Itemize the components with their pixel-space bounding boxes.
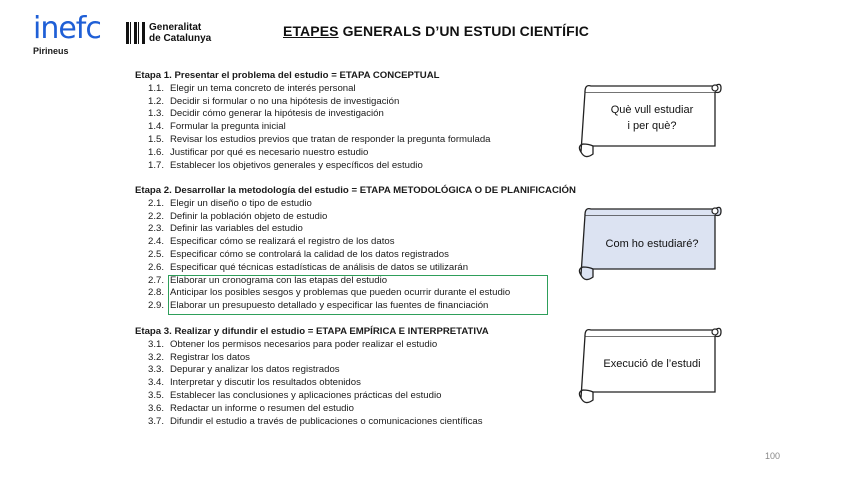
list-item: 3.4. Interpretar y discutir los resultados obtenidos xyxy=(148,377,361,389)
slide-title xyxy=(283,23,589,39)
list-item: 3.1. Obtener los permisos necesarios para poder realizar el estudio xyxy=(148,338,438,350)
scroll-callout-1 xyxy=(575,80,723,160)
list-item: 3.7. Difundir el estudio a través de publicaciones o comunicaciones científicas xyxy=(148,415,483,427)
stage-heading: Etapa 2. Desarrollar la metodología del estudio = ETAPA METODOLÓGICA O DE PLANIFICACIÓN xyxy=(135,185,576,196)
list-item: 1.7. Establecer los objetivos generales y específicos del estudio xyxy=(148,159,423,171)
stage-heading: Etapa 1. Presentar el problema del estudio = ETAPA CONCEPTUAL xyxy=(135,70,440,81)
list-item: 1.5. Revisar los estudios previos que tratan de responder la pregunta formulada xyxy=(148,133,491,145)
list-item: 2.6. Especificar qué técnicas estadísticas de análisis de datos se utilizarán xyxy=(148,261,469,273)
scroll-label: Execució de l’estudi xyxy=(603,358,701,370)
list-item: 1.6. Justificar por qué es necesario nuestro estudio xyxy=(148,146,369,158)
list-item: 2.1. Elegir un diseño o tipo de estudio xyxy=(148,197,312,209)
list-item: 1.4. Formular la pregunta inicial xyxy=(148,121,286,133)
stage-heading: Etapa 3. Realizar y difundir el estudio = ETAPA EMPÍRICA E INTERPRETATIVA xyxy=(135,326,489,337)
scroll-callout-3 xyxy=(575,324,723,406)
generalitat-logo-text: Generalitat de Catalunya xyxy=(149,22,212,44)
list-item: 1.3. Decidir cómo generar la hipótesis de investigación xyxy=(148,108,384,120)
generalitat-emblem-icon xyxy=(126,22,145,44)
list-item: 3.6. Redactar un informe o resumen del estudio xyxy=(148,402,354,414)
list-item: 1.2. Decidir si formular o no una hipótesis de investigación xyxy=(148,95,400,107)
list-item: 2.3. Definir las variables del estudio xyxy=(148,223,303,235)
scroll-callout-2 xyxy=(575,203,723,283)
list-item: 2.5. Especificar cómo se controlará la calidad de los datos registrados xyxy=(148,248,449,260)
inefc-logo xyxy=(33,11,123,56)
generalitat-logo xyxy=(126,22,211,44)
page-number: 100 xyxy=(765,451,781,461)
scroll-label: Què vull estudiar i per què? xyxy=(610,104,694,132)
list-item: 2.8. Anticipar los posibles sesgos y problemas que pueden ocurrir durante el estudio xyxy=(148,287,511,299)
list-item: 3.2. Registrar los datos xyxy=(148,351,250,363)
list-item: 1.1. Elegir un tema concreto de interés personal xyxy=(148,82,356,94)
inefc-logo-wordmark: inefc xyxy=(33,11,101,46)
stage-1-section xyxy=(135,70,491,172)
highlight-box xyxy=(168,275,548,315)
inefc-logo-subtitle: Pirineus xyxy=(33,46,69,56)
list-item: 3.3. Depurar y analizar los datos registrados xyxy=(148,364,340,376)
list-item: 2.4. Especificar cómo se realizará el registro de los datos xyxy=(148,236,395,248)
list-item: 2.2. Definir la población objeto de estudio xyxy=(148,210,328,222)
scroll-label: Com ho estudiaré? xyxy=(605,238,699,250)
list-item: 2.9. Elaborar un presupuesto detallado y especificar las fuentes de financiación xyxy=(148,300,489,312)
stage-3-section xyxy=(135,326,489,428)
list-item: 3.5. Establecer las conclusiones y aplicaciones prácticas del estudio xyxy=(148,389,442,401)
list-item: 2.7. Elaborar un cronograma con las etapas del estudio xyxy=(148,274,388,286)
slide-title-rest: GENERALS D’UN ESTUDI CIENTÍFIC xyxy=(338,23,590,39)
slide-title-underlined: ETAPES xyxy=(283,23,339,39)
